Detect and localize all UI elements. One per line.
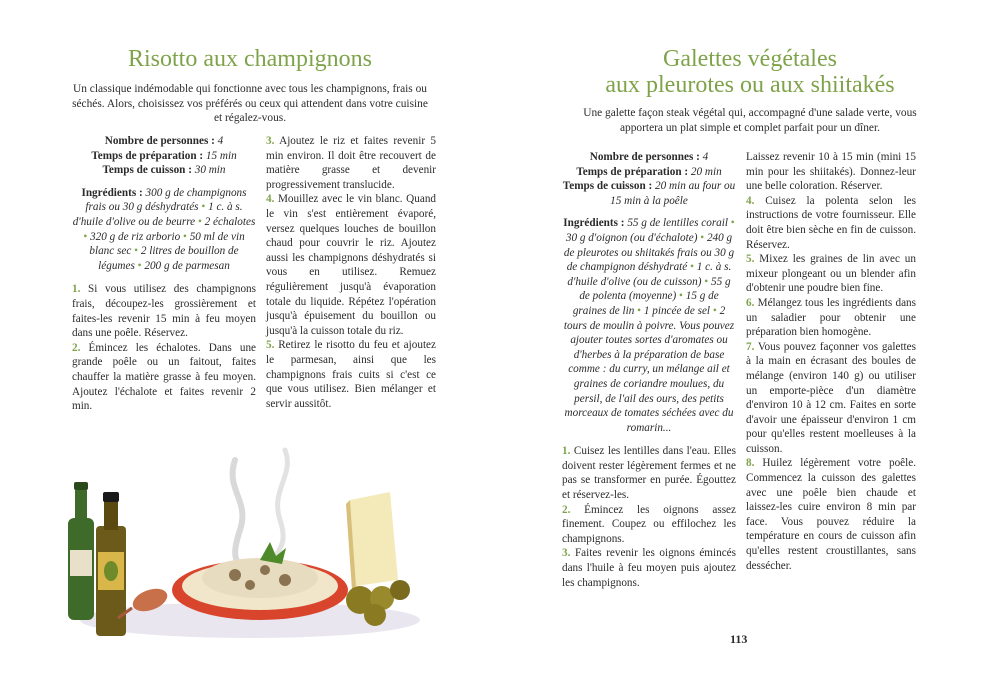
ingredient-item: 30 g d'oignon (ou d'échalote)	[565, 231, 698, 244]
step: 8. Huilez légèrement votre poêle. Commencez la cuisson des galettes avec une poêle bien chaude et laissez-les cuire environ 8 min par face. Vous pouvez réduire la température en cours de cuisson afin qu'elles restent croustillantes, sans dessécher.	[746, 457, 917, 572]
risotto-steps-b	[266, 134, 436, 411]
risotto-intro: Un classique indémodable qui fonctionne avec tous les champignons, frais ou séchés. Alors, choisissez vos préférés ou ceux qui attendent dans votre cuisine et régalez-vous.	[72, 83, 428, 125]
prep-value: 15 min	[205, 149, 237, 162]
galettes-steps-b	[746, 150, 916, 573]
ingredient-item: 2 litres de bouillon de légumes	[98, 245, 239, 272]
cook-label: Temps de cuisson :	[102, 164, 192, 177]
steam-icon	[277, 450, 288, 560]
risotto-meta	[72, 134, 256, 178]
risotto-ingredients: Ingrédients : 300 g de champignons frais ou 30 g déshydratés • 1 c. à s. d'huile d'olive ou de beurre • 2 échalotes • 320 g de riz arborio • 50 ml de vin blanc sec • 2 litres de bouillon de légumes • 200 g de parmesan	[72, 186, 256, 272]
ingredient-item: 15 g de graines de lin	[572, 290, 719, 317]
steam-icon	[233, 460, 243, 570]
cook-label: Temps de cuisson :	[562, 180, 653, 193]
step-continued: Laissez revenir 10 à 15 min (mini 15 min pour les shiitakés). Donnez-leur une belle coloration. Réserver.	[746, 151, 916, 193]
ingredient-item: 55 g de lentilles corail	[627, 217, 728, 230]
step: 1. Si vous utilisez des champignons frais, découpez-les grossièrement et faites-les revenir 15 min à feu moyen dans une poêle. Réservez.	[72, 283, 256, 340]
cook-value: 20 min au four ou 15 min à la poêle	[610, 180, 736, 207]
step: 6. Mélangez tous les ingrédients dans un saladier pour obtenir une préparation bien homogène.	[746, 296, 917, 339]
ingredient-item: 1 pincée de sel	[643, 304, 711, 317]
step: 4. Mouillez avec le vin blanc. Quand le vin s'est entièrement évaporé, versez quelques louches de bouillon chaud pour couvrir le riz. Ajoutez aussi les champignons déshydratés si vous en utilisez. Remuez régulièrement jusqu'à évaporation totale du liquide. Répétez l'opération jusqu'à épuisement du bouillon ou jusqu'à la cuisson totale du riz.	[266, 193, 437, 337]
persons-label: Nombre de personnes :	[104, 135, 215, 147]
step: 5. Retirez le risotto du feu et ajoutez le parmesan, ainsi que les champignons frais cuits si c'est ce que vous utilisez. Bien mélanger et servir aussitôt.	[266, 339, 436, 410]
ingredient-item: 320 g de riz arborio	[90, 230, 181, 243]
step: 2. Émincez les oignons assez finement. Coupez ou effilochez les champignons.	[562, 503, 736, 545]
step: 1. Cuisez les lentilles dans l'eau. Elles doivent rester légèrement fermes et ne pas se transformer en purée. Égouttez et réservez-les.	[562, 445, 736, 502]
ingredient-item: 1 c. à s. d'huile d'olive ou de beurre	[72, 201, 243, 228]
step: 3. Faites revenir les oignons émincés dans l'huile à feu moyen puis ajoutez les champignons.	[562, 547, 737, 589]
cook-value: 30 min	[194, 164, 226, 177]
recipe-title-galettes	[560, 46, 940, 98]
step: 7. Vous pouvez façonner vos galettes à la main en écrasant des boules de mélange (environ 140 g) ou utiliser un emporte-pièce d'un diamètre d'environ 10 à 12 cm. Faites en sorte d'avoir une épaisseur d'environ 1 cm pour qu'elles restent moelleuses à la cuisson.	[746, 340, 916, 455]
ingredient-item: 1 c. à s. d'huile d'olive (ou de cuisson)	[567, 261, 732, 288]
ingredient-item: 2 échalotes	[204, 215, 256, 228]
ingredient-item: 300 g de champignons frais ou 30 g déshydratés	[85, 186, 247, 214]
galettes-steps-a	[562, 444, 736, 590]
risotto-steps-a	[72, 282, 256, 413]
ingredient-item: 55 g de polenta (moyenne)	[579, 275, 731, 303]
galettes-meta	[562, 150, 736, 208]
recipe-title-risotto: Risotto aux champignons	[128, 46, 372, 72]
risotto-info-column	[72, 134, 256, 414]
persons-value: 4	[702, 151, 709, 163]
galettes-info-column	[562, 150, 736, 590]
ingredients-label: Ingrédients :	[81, 186, 143, 199]
step: 2. Émincez les échalotes. Dans une grande poêle ou un faitout, faites chauffer la matière grasse à feu moyen. Ajoutez l'échalote et faites revenir 2 min.	[72, 341, 257, 413]
prep-label: Temps de préparation :	[576, 165, 689, 178]
galettes-intro: Une galette façon steak végétal qui, accompagné d'une salade verte, vous apportera un plat simple et complet parfait pour un dîner.	[583, 107, 917, 134]
page-number: 113	[730, 632, 748, 646]
ingredient-item: 240 g de pleurotes ou shiitakés frais ou 30 g de champignon déshydraté	[563, 231, 735, 274]
prep-value: 20 min	[690, 165, 722, 178]
ingredients-label: Ingrédients :	[563, 217, 625, 230]
risotto-illustration	[60, 430, 440, 650]
persons-value: 4	[217, 135, 224, 147]
title-line-1: Galettes végétales	[663, 46, 837, 72]
wine-bottle-icon	[68, 482, 94, 620]
step: 5. Mixez les graines de lin avec un mixeur plongeant ou un blender afin d'obtenir une poudre bien fine.	[746, 253, 916, 295]
parmesan-icon	[346, 492, 398, 590]
right-page	[500, 0, 1000, 679]
step: 4. Cuisez la polenta selon les instructions de votre fournisseur. Elle doit être bien sèche en fin de cuisson. Réservez.	[746, 194, 917, 251]
ingredients-note: Vous pouvez ajouter toutes sortes d'aromates ou d'herbes à la préparation de base comme : du curry, un mélange ail et graines de coriandre moulues, du persil, de l'ail des ours, des petits morceaux de tomates séchées avec du romarin...	[564, 319, 735, 434]
step: 3. Ajoutez le riz et faites revenir 5 min environ. Il doit être recouvert de matière grasse et devenir progressivement translucide.	[266, 135, 436, 191]
galettes-ingredients: Ingrédients : 55 g de lentilles corail • 30 g d'oignon (ou d'échalote) • 240 g de pleurotes ou shiitakés frais ou 30 g de champignon déshydraté • 1 c. à s. d'huile d'olive (ou de cuisson) • 55 g de polenta (moyenne) • 15 g de graines de lin • 1 pincée de sel • 2 tours de moulin à poivre. Vous pouvez ajouter toutes sortes d'aromates ou d'herbes à la préparation de base comme : du curry, un mélange ail et graines de coriandre moulues, du persil, de l'ail des ours, des petits morceaux de tomates séchées avec du romarin...	[563, 217, 735, 434]
ingredient-item: 200 g de parmesan	[144, 259, 230, 272]
risotto-plate-icon	[172, 542, 348, 620]
ingredient-item: 2 tours de moulin à poivre.	[563, 304, 726, 332]
persons-label: Nombre de personnes :	[589, 151, 700, 163]
prep-label: Temps de préparation :	[91, 149, 204, 162]
title-line-2: aux pleurotes ou aux shiitakés	[605, 72, 895, 98]
ingredient-item: 50 ml de vin blanc sec	[89, 230, 245, 258]
